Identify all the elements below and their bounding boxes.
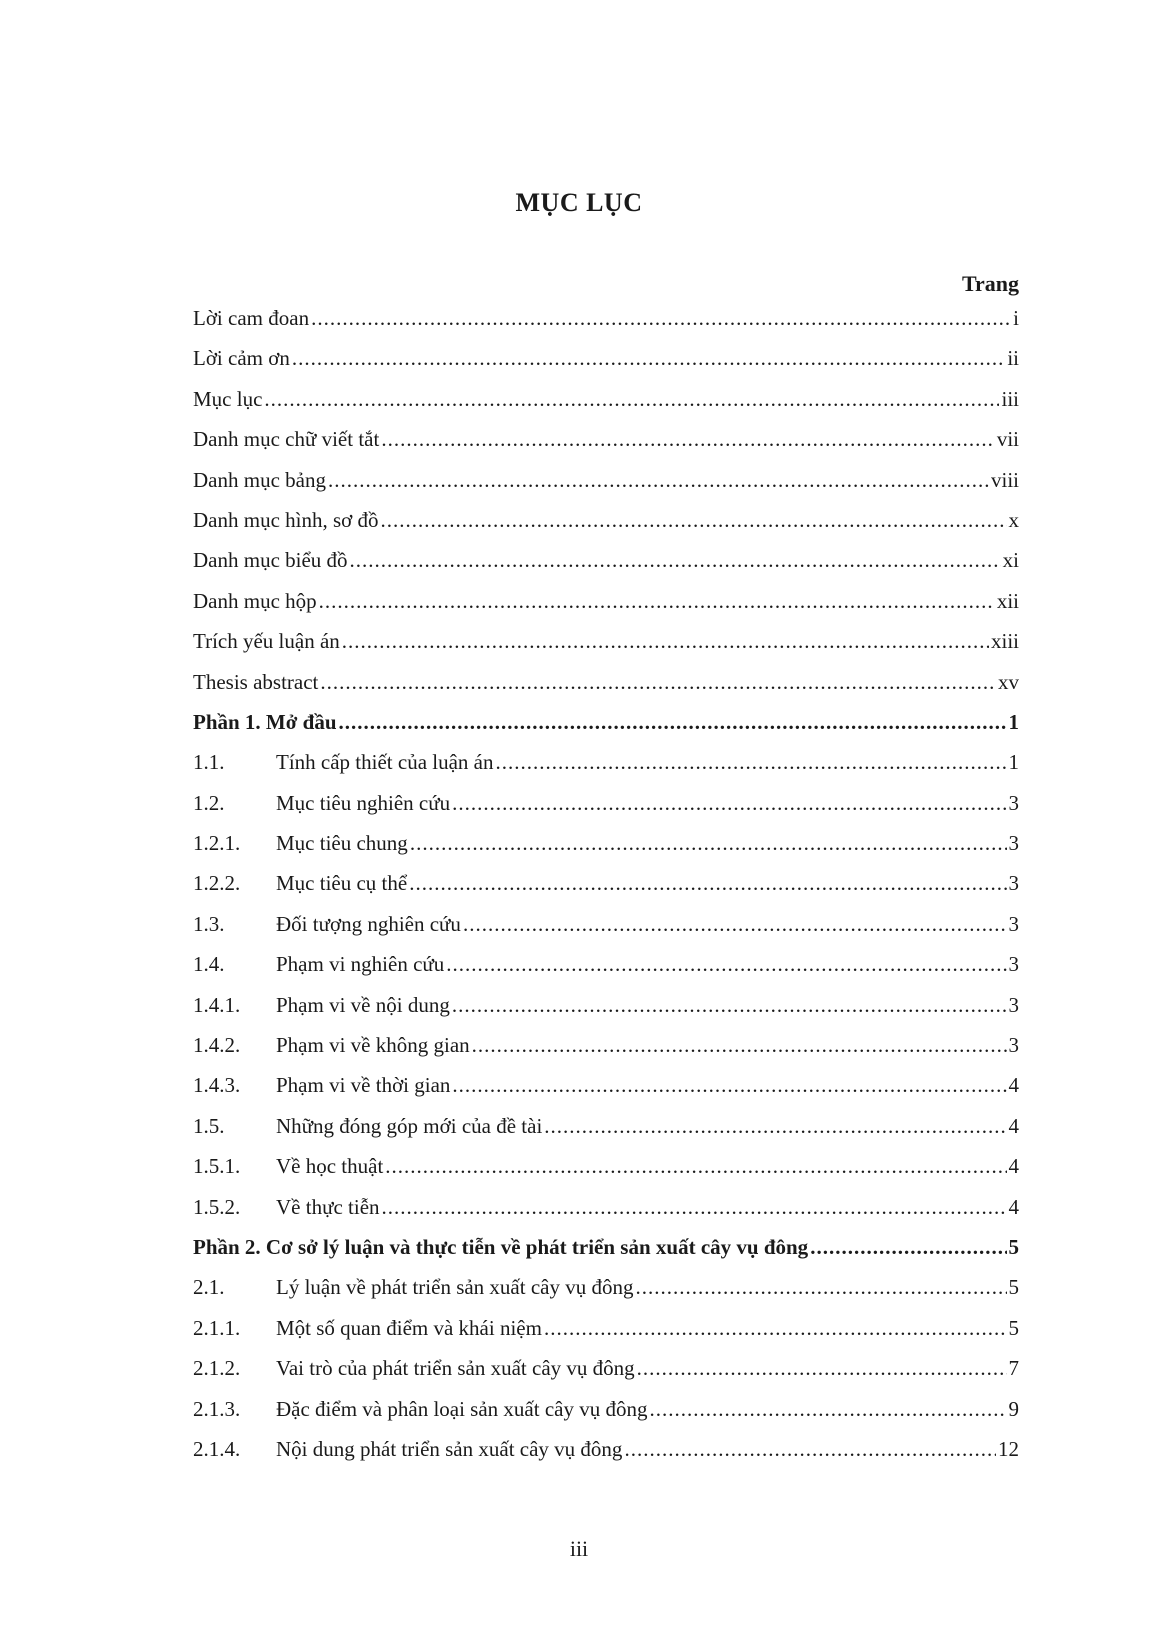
toc-entry bbox=[193, 1114, 1019, 1154]
toc-entry-number: 2.1.1. bbox=[193, 1315, 241, 1340]
toc-dot-leader bbox=[264, 387, 999, 412]
toc-dot-leader bbox=[810, 1235, 1006, 1260]
toc-entry-number: 2.1.2. bbox=[193, 1356, 241, 1381]
toc-entry-title: Thesis abstract bbox=[193, 669, 319, 694]
toc-dot-leader bbox=[381, 427, 995, 452]
toc-entry-page: 1 bbox=[1008, 709, 1019, 734]
toc-entry-page: 4 bbox=[1008, 1073, 1019, 1098]
toc-entry-title: Danh mục chữ viết tắt bbox=[193, 427, 380, 452]
toc-entry bbox=[193, 871, 1019, 911]
toc-entry bbox=[193, 750, 1019, 790]
toc-entry-page: 5 bbox=[1008, 1275, 1019, 1300]
toc-entry-title: Một số quan điểm và khái niệm bbox=[276, 1315, 542, 1340]
toc-entry-title: Phạm vi về thời gian bbox=[276, 1073, 451, 1098]
toc-entry bbox=[193, 306, 1019, 346]
toc-entry bbox=[193, 427, 1019, 467]
toc-entry-title: Nội dung phát triển sản xuất cây vụ đông bbox=[276, 1436, 623, 1461]
toc-entry bbox=[193, 710, 1019, 750]
toc-entry bbox=[193, 831, 1019, 871]
toc-entry-number: 1.1. bbox=[193, 750, 225, 775]
toc-entry-title: Phần 2. Cơ sở lý luận và thực tiễn về phát triển sản xuất cây vụ đông bbox=[193, 1234, 809, 1259]
toc-entry-title: Vai trò của phát triển sản xuất cây vụ đông bbox=[276, 1356, 635, 1381]
toc-dot-leader bbox=[544, 1114, 1006, 1139]
toc-entry-title: Phạm vi về không gian bbox=[276, 1033, 470, 1058]
table-of-contents bbox=[193, 306, 1019, 1477]
toc-entry-page: 3 bbox=[1008, 871, 1019, 896]
toc-entry-page: 1 bbox=[1008, 750, 1019, 775]
toc-dot-leader bbox=[381, 508, 1007, 533]
toc-entry-number: 1.5.2. bbox=[193, 1194, 241, 1219]
toc-entry-page: ii bbox=[1007, 346, 1019, 371]
toc-entry bbox=[193, 1033, 1019, 1073]
toc-entry-page: 5 bbox=[1008, 1234, 1019, 1259]
toc-dot-leader bbox=[339, 710, 1007, 735]
toc-entry-page: 3 bbox=[1008, 992, 1019, 1017]
toc-dot-leader bbox=[496, 750, 1007, 775]
toc-dot-leader bbox=[320, 670, 996, 695]
toc-entry-page: 3 bbox=[1008, 790, 1019, 815]
toc-entry-title: Danh mục biểu đồ bbox=[193, 548, 348, 573]
toc-dot-leader bbox=[637, 1356, 1007, 1381]
toc-entry-page: vii bbox=[996, 427, 1019, 452]
toc-entry-title: Đặc điểm và phân loại sản xuất cây vụ đông bbox=[276, 1396, 648, 1421]
toc-entry-page: xiii bbox=[990, 629, 1019, 654]
page-column-header: Trang bbox=[961, 271, 1019, 296]
footer-page-number: iii bbox=[569, 1536, 589, 1561]
toc-dot-leader bbox=[624, 1437, 996, 1462]
toc-entry-page: iii bbox=[1001, 386, 1019, 411]
toc-dot-leader bbox=[385, 1154, 1006, 1179]
toc-entry-page: 7 bbox=[1008, 1356, 1019, 1381]
toc-entry bbox=[193, 670, 1019, 710]
toc-entry bbox=[193, 1195, 1019, 1235]
toc-entry-number: 1.3. bbox=[193, 911, 225, 936]
toc-entry-page: xv bbox=[998, 669, 1019, 694]
toc-entry-page: 12 bbox=[998, 1436, 1019, 1461]
toc-dot-leader bbox=[328, 468, 989, 493]
toc-entry bbox=[193, 468, 1019, 508]
toc-entry-page: xi bbox=[1002, 548, 1019, 573]
toc-entry-page: xii bbox=[996, 588, 1019, 613]
toc-entry-title: Phần 1. Mở đầu bbox=[193, 709, 337, 734]
toc-entry-title: Mục tiêu cụ thể bbox=[276, 871, 408, 896]
page-title: MỤC LỤC bbox=[515, 188, 643, 217]
toc-entry-number: 1.5.1. bbox=[193, 1154, 241, 1179]
toc-entry-title: Về thực tiễn bbox=[276, 1194, 380, 1219]
toc-entry bbox=[193, 1316, 1019, 1356]
toc-entry-page: 3 bbox=[1008, 1033, 1019, 1058]
toc-entry-title: Lời cảm ơn bbox=[193, 346, 290, 371]
toc-entry bbox=[193, 1235, 1019, 1275]
toc-entry-number: 1.5. bbox=[193, 1113, 225, 1138]
toc-entry bbox=[193, 346, 1019, 386]
toc-entry-title: Mục tiêu nghiên cứu bbox=[276, 790, 451, 815]
toc-entry bbox=[193, 508, 1019, 548]
toc-entry-page: 3 bbox=[1008, 831, 1019, 856]
toc-entry-title: Những đóng góp mới của đề tài bbox=[276, 1113, 543, 1138]
toc-entry-title: Danh mục hình, sơ đồ bbox=[193, 507, 379, 532]
toc-entry-number: 1.4.2. bbox=[193, 1033, 241, 1058]
toc-entry bbox=[193, 1356, 1019, 1396]
toc-dot-leader bbox=[350, 548, 1001, 573]
toc-dot-leader bbox=[544, 1316, 1007, 1341]
toc-entry bbox=[193, 1275, 1019, 1315]
toc-dot-leader bbox=[463, 912, 1007, 937]
toc-entry bbox=[193, 1154, 1019, 1194]
toc-entry bbox=[193, 1437, 1019, 1477]
toc-entry-page: 4 bbox=[1008, 1194, 1019, 1219]
toc-dot-leader bbox=[649, 1397, 1006, 1422]
toc-entry-number: 1.2.1. bbox=[193, 831, 241, 856]
toc-entry-title: Lời cam đoan bbox=[193, 306, 310, 330]
toc-entry-title: Mục lục bbox=[193, 386, 263, 411]
toc-dot-leader bbox=[292, 346, 1005, 371]
toc-entry-page: 3 bbox=[1008, 952, 1019, 977]
toc-entry-number: 1.4.3. bbox=[193, 1073, 241, 1098]
toc-entry-page: 9 bbox=[1008, 1396, 1019, 1421]
toc-entry-page: x bbox=[1008, 507, 1019, 532]
toc-entry bbox=[193, 589, 1019, 629]
toc-entry-title: Phạm vi nghiên cứu bbox=[276, 952, 445, 977]
toc-dot-leader bbox=[452, 993, 1007, 1018]
toc-entry bbox=[193, 993, 1019, 1033]
toc-entry bbox=[193, 548, 1019, 588]
toc-dot-leader bbox=[452, 1073, 1006, 1098]
toc-dot-leader bbox=[472, 1033, 1007, 1058]
toc-dot-leader bbox=[635, 1275, 1006, 1300]
toc-entry-number: 1.2.2. bbox=[193, 871, 241, 896]
toc-dot-leader bbox=[452, 791, 1006, 816]
toc-entry-number: 2.1. bbox=[193, 1275, 225, 1300]
toc-entry-page: 3 bbox=[1008, 911, 1019, 936]
toc-entry bbox=[193, 629, 1019, 669]
toc-entry-title: Trích yếu luận án bbox=[193, 629, 340, 654]
toc-entry-page: i bbox=[1013, 306, 1019, 330]
toc-dot-leader bbox=[342, 629, 989, 654]
toc-dot-leader bbox=[311, 306, 1011, 331]
toc-entry-title: Phạm vi về nội dung bbox=[276, 992, 450, 1017]
toc-entry-title: Mục tiêu chung bbox=[276, 831, 408, 856]
toc-entry-number: 1.4.1. bbox=[193, 992, 241, 1017]
toc-entry-title: Danh mục hộp bbox=[193, 588, 317, 613]
toc-entry-title: Về học thuật bbox=[276, 1154, 384, 1179]
toc-entry bbox=[193, 1073, 1019, 1113]
toc-entry-number: 2.1.3. bbox=[193, 1396, 241, 1421]
toc-entry-title: Đối tượng nghiên cứu bbox=[276, 911, 461, 936]
toc-entry-title: Lý luận về phát triển sản xuất cây vụ đông bbox=[276, 1275, 634, 1300]
toc-entry bbox=[193, 1397, 1019, 1437]
toc-entry-title: Tính cấp thiết của luận án bbox=[276, 750, 494, 775]
toc-entry-number: 1.2. bbox=[193, 790, 225, 815]
toc-entry-page: 4 bbox=[1008, 1154, 1019, 1179]
toc-entry bbox=[193, 791, 1019, 831]
toc-entry bbox=[193, 387, 1019, 427]
toc-dot-leader bbox=[409, 871, 1006, 896]
toc-entry-page: viii bbox=[990, 467, 1019, 492]
toc-entry-number: 1.4. bbox=[193, 952, 225, 977]
toc-entry bbox=[193, 952, 1019, 992]
toc-entry-number: 2.1.4. bbox=[193, 1436, 241, 1461]
toc-dot-leader bbox=[319, 589, 995, 614]
toc-dot-leader bbox=[446, 952, 1006, 977]
toc-dot-leader bbox=[382, 1195, 1007, 1220]
toc-dot-leader bbox=[410, 831, 1007, 856]
toc-entry-page: 4 bbox=[1008, 1113, 1019, 1138]
toc-entry-title: Danh mục bảng bbox=[193, 467, 326, 492]
toc-entry bbox=[193, 912, 1019, 952]
toc-entry-page: 5 bbox=[1008, 1315, 1019, 1340]
